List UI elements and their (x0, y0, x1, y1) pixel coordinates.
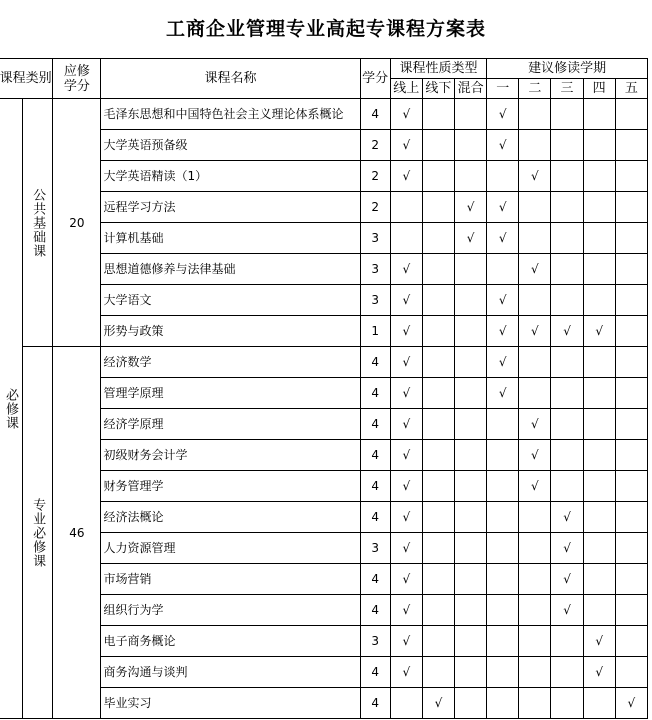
nature-online-cell (390, 99, 422, 130)
semester-4-cell (583, 192, 615, 223)
nature-mixed-cell (455, 223, 487, 254)
semester-2-cell (519, 130, 551, 161)
check-mark: √ (595, 324, 603, 338)
semester-5-cell (615, 409, 647, 440)
check-mark: √ (563, 572, 571, 586)
semester-3-cell (551, 440, 583, 471)
course-name-text: 经济学原理 (103, 417, 164, 431)
nature-online-cell (390, 471, 422, 502)
check-mark: √ (531, 479, 539, 493)
nature-offline-cell (422, 471, 454, 502)
semester-5-cell (615, 99, 647, 130)
check-mark: √ (563, 541, 571, 555)
nature-offline-cell (422, 347, 454, 378)
semester-4-cell (583, 564, 615, 595)
check-mark: √ (498, 355, 507, 369)
header-course-name: 课程名称 (101, 59, 360, 99)
semester-2-cell (519, 626, 551, 657)
header-mixed: 混合 (455, 79, 487, 99)
semester-2-cell (519, 161, 551, 192)
table-row (0, 99, 648, 130)
nature-online-cell (390, 564, 422, 595)
nature-mixed-cell (455, 161, 487, 192)
semester-5-cell (615, 130, 647, 161)
semester-5-cell (615, 440, 647, 471)
semester-2-cell (519, 533, 551, 564)
semester-5-cell (615, 471, 647, 502)
nature-online-cell (390, 533, 422, 564)
check-mark: √ (563, 603, 571, 617)
semester-1-cell (487, 502, 519, 533)
nature-mixed-cell (455, 564, 487, 595)
check-mark: √ (498, 386, 507, 400)
semester-1-cell (487, 564, 519, 595)
semester-3-cell (551, 254, 583, 285)
nature-online-cell (390, 378, 422, 409)
course-credit: 3 (360, 533, 390, 564)
check-mark: √ (563, 510, 571, 524)
nature-mixed-cell (455, 130, 487, 161)
course-credit: 4 (360, 688, 390, 719)
semester-3-cell (551, 223, 583, 254)
header-required-credits (53, 59, 101, 99)
course-name (101, 564, 360, 595)
semester-3-cell (551, 161, 583, 192)
course-credit: 3 (360, 254, 390, 285)
category-group-cell (23, 99, 53, 347)
semester-4-cell (583, 533, 615, 564)
nature-online-cell (390, 440, 422, 471)
course-credit: 4 (360, 657, 390, 688)
semester-5-cell (615, 533, 647, 564)
semester-5-cell (615, 347, 647, 378)
course-name-text: 市场营销 (103, 572, 152, 586)
nature-offline-cell (422, 502, 454, 533)
semester-2-cell (519, 347, 551, 378)
semester-2-cell (519, 440, 551, 471)
semester-5-cell (615, 223, 647, 254)
check-mark: √ (595, 634, 603, 648)
semester-2-cell (519, 285, 551, 316)
check-mark: √ (402, 324, 411, 338)
semester-1-cell (487, 223, 519, 254)
course-name (101, 223, 360, 254)
semester-3-cell (551, 657, 583, 688)
nature-mixed-cell (455, 533, 487, 564)
nature-mixed-cell (455, 254, 487, 285)
course-name (101, 626, 360, 657)
semester-3-cell (551, 347, 583, 378)
check-mark: √ (563, 324, 571, 338)
semester-4-cell (583, 626, 615, 657)
course-name (101, 161, 360, 192)
semester-2-cell (519, 688, 551, 719)
check-mark: √ (595, 665, 603, 679)
category-group-label: 专业必修课 (30, 497, 46, 568)
semester-5-cell (615, 161, 647, 192)
category-group-cell (23, 347, 53, 719)
semester-5-cell (615, 254, 647, 285)
course-name-text: 经济法概论 (103, 510, 164, 524)
semester-1-cell (487, 688, 519, 719)
semester-1-cell (487, 409, 519, 440)
check-mark: √ (402, 572, 411, 586)
semester-4-cell (583, 440, 615, 471)
semester-4-cell (583, 657, 615, 688)
course-credit: 2 (360, 161, 390, 192)
course-credit: 3 (360, 285, 390, 316)
semester-4-cell (583, 409, 615, 440)
semester-3-cell (551, 316, 583, 347)
semester-4-cell (583, 130, 615, 161)
semester-4-cell (583, 471, 615, 502)
nature-offline-cell (422, 564, 454, 595)
course-credit: 4 (360, 595, 390, 626)
course-credit: 4 (360, 440, 390, 471)
course-name (101, 533, 360, 564)
course-name (101, 99, 360, 130)
check-mark: √ (498, 324, 507, 338)
semester-4-cell (583, 285, 615, 316)
course-name (101, 657, 360, 688)
semester-3-cell (551, 533, 583, 564)
semester-1-cell (487, 440, 519, 471)
course-credit: 4 (360, 409, 390, 440)
check-mark: √ (402, 138, 411, 152)
check-mark: √ (531, 417, 539, 431)
semester-4-cell (583, 316, 615, 347)
semester-5-cell (615, 285, 647, 316)
nature-mixed-cell (455, 657, 487, 688)
semester-1-cell (487, 99, 519, 130)
header-semester-2: 二 (519, 79, 551, 99)
semester-3-cell (551, 502, 583, 533)
header-semester-4: 四 (583, 79, 615, 99)
check-mark: √ (627, 696, 636, 710)
course-credit: 4 (360, 378, 390, 409)
nature-online-cell (390, 316, 422, 347)
nature-offline-cell (422, 688, 454, 719)
course-name (101, 378, 360, 409)
course-name-text: 计算机基础 (103, 231, 164, 245)
nature-mixed-cell (455, 502, 487, 533)
semester-2-cell (519, 99, 551, 130)
course-credit: 4 (360, 564, 390, 595)
nature-online-cell (390, 254, 422, 285)
course-name-text: 经济数学 (103, 355, 152, 369)
nature-offline-cell (422, 316, 454, 347)
check-mark: √ (531, 262, 539, 276)
course-credit: 3 (360, 223, 390, 254)
course-name-text: 人力资源管理 (103, 541, 176, 555)
check-mark: √ (402, 479, 411, 493)
semester-5-cell (615, 316, 647, 347)
course-credit: 4 (360, 502, 390, 533)
course-name-text: 毕业实习 (103, 696, 152, 710)
category-group-label: 公共基础课 (30, 187, 46, 258)
header-online: 线上 (390, 79, 422, 99)
header-category: 课程类别 (0, 59, 53, 99)
semester-4-cell (583, 223, 615, 254)
nature-mixed-cell (455, 316, 487, 347)
nature-offline-cell (422, 409, 454, 440)
check-mark: √ (402, 262, 411, 276)
header-semester-5: 五 (615, 79, 647, 99)
nature-mixed-cell (455, 409, 487, 440)
semester-5-cell (615, 688, 647, 719)
semester-4-cell (583, 347, 615, 378)
nature-mixed-cell (455, 595, 487, 626)
nature-online-cell (390, 688, 422, 719)
semester-5-cell (615, 564, 647, 595)
course-name-text: 毛泽东思想和中国特色社会主义理论体系概论 (103, 107, 344, 121)
semester-4-cell (583, 595, 615, 626)
check-mark: √ (531, 169, 539, 183)
semester-3-cell (551, 130, 583, 161)
page-title: 工商企业管理专业高起专课程方案表 (165, 18, 486, 40)
course-credit: 2 (360, 130, 390, 161)
semester-2-cell (519, 564, 551, 595)
course-name (101, 595, 360, 626)
semester-2-cell (519, 595, 551, 626)
semester-1-cell (487, 347, 519, 378)
semester-5-cell (615, 657, 647, 688)
check-mark: √ (531, 324, 539, 338)
nature-offline-cell (422, 99, 454, 130)
nature-online-cell (390, 161, 422, 192)
course-credit: 4 (360, 347, 390, 378)
check-mark: √ (466, 231, 475, 245)
semester-1-cell (487, 130, 519, 161)
nature-online-cell (390, 626, 422, 657)
nature-online-cell (390, 223, 422, 254)
semester-2-cell (519, 409, 551, 440)
nature-mixed-cell (455, 471, 487, 502)
check-mark: √ (402, 355, 411, 369)
semester-4-cell (583, 254, 615, 285)
course-credit: 3 (360, 626, 390, 657)
nature-online-cell (390, 347, 422, 378)
course-name-text: 电子商务概论 (103, 634, 176, 648)
check-mark: √ (498, 107, 507, 121)
semester-2-cell (519, 223, 551, 254)
semester-1-cell (487, 533, 519, 564)
semester-1-cell (487, 316, 519, 347)
course-credit: 4 (360, 99, 390, 130)
semester-3-cell (551, 595, 583, 626)
nature-online-cell (390, 595, 422, 626)
check-mark: √ (402, 510, 411, 524)
nature-mixed-cell (455, 440, 487, 471)
course-name-text: 大学语文 (103, 293, 152, 307)
course-credit: 4 (360, 471, 390, 502)
semester-1-cell (487, 378, 519, 409)
nature-online-cell (390, 130, 422, 161)
check-mark: √ (466, 200, 475, 214)
check-mark: √ (402, 169, 411, 183)
course-name-text: 形势与政策 (103, 324, 164, 338)
nature-offline-cell (422, 595, 454, 626)
course-name (101, 409, 360, 440)
nature-offline-cell (422, 192, 454, 223)
semester-2-cell (519, 471, 551, 502)
nature-offline-cell (422, 626, 454, 657)
group-credits-cell: 46 (53, 347, 101, 719)
nature-offline-cell (422, 378, 454, 409)
semester-3-cell (551, 626, 583, 657)
check-mark: √ (498, 200, 507, 214)
course-credit: 2 (360, 192, 390, 223)
course-name (101, 471, 360, 502)
semester-5-cell (615, 192, 647, 223)
nature-online-cell (390, 409, 422, 440)
check-mark: √ (402, 541, 411, 555)
nature-mixed-cell (455, 626, 487, 657)
course-name-text: 管理学原理 (103, 386, 164, 400)
nature-offline-cell (422, 657, 454, 688)
nature-mixed-cell (455, 192, 487, 223)
nature-online-cell (390, 657, 422, 688)
course-name-text: 初级财务会计学 (103, 448, 188, 462)
semester-1-cell (487, 626, 519, 657)
curriculum-table (0, 58, 648, 719)
nature-mixed-cell (455, 347, 487, 378)
semester-5-cell (615, 626, 647, 657)
header-required-credits-text: 应修学分 (63, 63, 90, 94)
semester-3-cell (551, 285, 583, 316)
check-mark: √ (402, 603, 411, 617)
check-mark: √ (498, 231, 507, 245)
nature-online-cell (390, 502, 422, 533)
semester-4-cell (583, 502, 615, 533)
check-mark: √ (402, 386, 411, 400)
group-credits-cell: 20 (53, 99, 101, 347)
header-nature-group: 课程性质类型 (390, 59, 486, 79)
category-main-label: 必修课 (3, 387, 19, 430)
semester-4-cell (583, 688, 615, 719)
semester-1-cell (487, 595, 519, 626)
nature-offline-cell (422, 285, 454, 316)
course-name-text: 思想道德修养与法律基础 (103, 262, 236, 276)
check-mark: √ (402, 634, 411, 648)
nature-mixed-cell (455, 285, 487, 316)
nature-online-cell (390, 285, 422, 316)
semester-2-cell (519, 378, 551, 409)
nature-online-cell (390, 192, 422, 223)
course-name (101, 285, 360, 316)
check-mark: √ (434, 696, 443, 710)
semester-3-cell (551, 688, 583, 719)
course-name (101, 440, 360, 471)
course-name (101, 254, 360, 285)
category-main-cell (0, 99, 23, 719)
course-name-text: 大学英语精读（1） (103, 169, 208, 183)
header-credit: 学分 (360, 59, 390, 99)
semester-1-cell (487, 254, 519, 285)
semester-3-cell (551, 99, 583, 130)
semester-3-cell (551, 192, 583, 223)
nature-offline-cell (422, 254, 454, 285)
header-row-1 (0, 59, 648, 79)
semester-5-cell (615, 502, 647, 533)
nature-offline-cell (422, 130, 454, 161)
course-name (101, 130, 360, 161)
nature-mixed-cell (455, 99, 487, 130)
check-mark: √ (402, 448, 411, 462)
check-mark: √ (402, 293, 411, 307)
header-semester-group: 建议修读学期 (487, 59, 648, 79)
header-semester-3: 三 (551, 79, 583, 99)
course-credit: 1 (360, 316, 390, 347)
course-name (101, 316, 360, 347)
semester-1-cell (487, 285, 519, 316)
semester-1-cell (487, 192, 519, 223)
check-mark: √ (498, 138, 507, 152)
semester-2-cell (519, 254, 551, 285)
semester-2-cell (519, 192, 551, 223)
course-name (101, 688, 360, 719)
semester-1-cell (487, 471, 519, 502)
nature-offline-cell (422, 223, 454, 254)
table-row (0, 347, 648, 378)
course-name (101, 502, 360, 533)
semester-2-cell (519, 502, 551, 533)
semester-3-cell (551, 378, 583, 409)
course-name-text: 财务管理学 (103, 479, 164, 493)
semester-5-cell (615, 595, 647, 626)
semester-4-cell (583, 161, 615, 192)
semester-3-cell (551, 564, 583, 595)
nature-offline-cell (422, 440, 454, 471)
course-name-text: 大学英语预备级 (103, 138, 188, 152)
course-name (101, 192, 360, 223)
check-mark: √ (402, 417, 411, 431)
course-name (101, 347, 360, 378)
semester-2-cell (519, 316, 551, 347)
course-name-text: 远程学习方法 (103, 200, 176, 214)
nature-mixed-cell (455, 688, 487, 719)
semester-3-cell (551, 471, 583, 502)
semester-4-cell (583, 99, 615, 130)
semester-1-cell (487, 657, 519, 688)
semester-2-cell (519, 657, 551, 688)
semester-5-cell (615, 378, 647, 409)
header-semester-1: 一 (487, 79, 519, 99)
semester-4-cell (583, 378, 615, 409)
header-offline: 线下 (422, 79, 454, 99)
semester-1-cell (487, 161, 519, 192)
check-mark: √ (402, 107, 411, 121)
semester-3-cell (551, 409, 583, 440)
check-mark: √ (402, 665, 411, 679)
check-mark: √ (498, 293, 507, 307)
nature-offline-cell (422, 161, 454, 192)
course-name-text: 组织行为学 (103, 603, 164, 617)
course-name-text: 商务沟通与谈判 (103, 665, 188, 679)
check-mark: √ (531, 448, 539, 462)
nature-mixed-cell (455, 378, 487, 409)
nature-offline-cell (422, 533, 454, 564)
